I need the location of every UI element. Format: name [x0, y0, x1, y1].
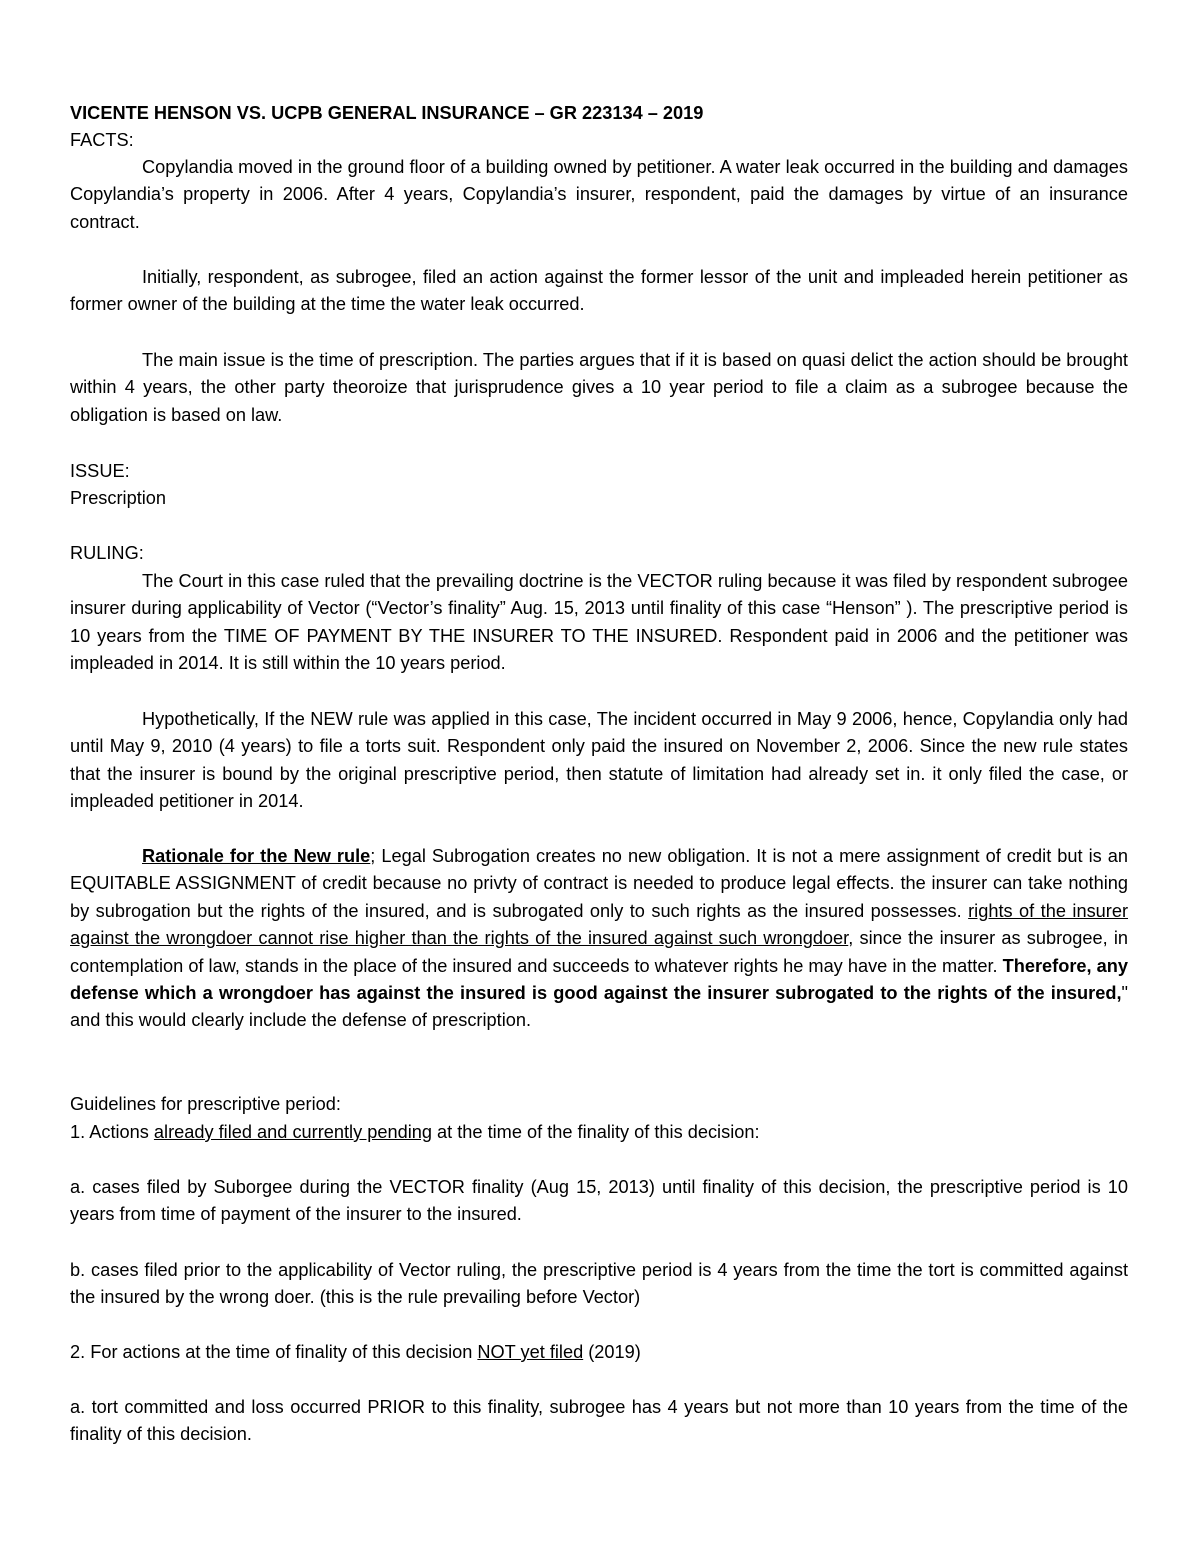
facts-paragraph-1: Copylandia moved in the ground floor of a building owned by petitioner. A water leak occurred in the building and damages Copylandia’s property in 2006. After 4 years, Copylandia’s insurer, respondent, paid the damages by virtue of an insurance contract. — [70, 157, 1128, 232]
guideline-item-1a: a. cases filed by Suborgee during the VECTOR finality (Aug 15, 2013) until finality of this decision, the prescriptive period is 10 years from time of payment of the insurer to the insured. — [70, 1177, 1128, 1225]
guideline-item-2a: a. tort committed and loss occurred PRIOR to this finality, subrogee has 4 years but not more than 10 years from the time of the finality of this decision. — [70, 1397, 1128, 1445]
ruling-heading: RULING: — [70, 543, 144, 563]
rationale-text-2: , since the insurer as subrogee, in contemplation of law, stands in the place of the insured and succeeds to whatever rights he may have in the matter. — [70, 928, 1129, 976]
issue-text: Prescription — [70, 488, 167, 508]
facts-paragraph-2: Initially, respondent, as subrogee, filed an action against the former lessor of the unit and impleaded herein petitioner as former owner of the building at the time the water leak occurred. — [70, 267, 1128, 315]
guideline-item-1b: b. cases filed prior to the applicability of Vector ruling, the prescriptive period is 4 years from the time the tort is committed against the insured by the wrong doer. (this is the rule prevailing before Vector) — [70, 1260, 1128, 1308]
facts-paragraph-3: The main issue is the time of prescription. The parties argues that if it is based on quasi delict the action should be brought within 4 years, the other party theoroize that jurisprudence gives a 10 year period to file a claim as a subrogee because the obligation is based on law. — [70, 350, 1128, 425]
guideline-item-1 — [70, 1119, 1128, 1146]
guidelines-heading: Guidelines for prescriptive period: — [70, 1094, 341, 1114]
issue-heading: ISSUE: — [70, 461, 130, 481]
rationale-text-3: " and this would clearly include the defense of prescription. — [70, 983, 1128, 1031]
case-title: VICENTE HENSON VS. UCPB GENERAL INSURANCE – GR 223134 – 2019 — [70, 103, 704, 123]
ruling-paragraph-1: The Court in this case ruled that the prevailing doctrine is the VECTOR ruling because it was filed by respondent subrogee insurer during applicability of Vector (“Vector’s finality” Aug. 15, 2013 until finality of this case “Henson” ). The prescriptive period is 10 years from the TIME OF PAYMENT BY THE INSURER TO THE INSURED. Respondent paid in 2006 and the petitioner was impleaded in 2014. It is still within the 10 years period. — [70, 571, 1128, 674]
guideline-item-2-post: (2019) — [583, 1342, 641, 1362]
ruling-paragraph-2: Hypothetically, If the NEW rule was applied in this case, The incident occurred in May 9 2006, hence, Copylandia only had until May 9, 2010 (4 years) to file a torts suit. Respondent only paid the insured on November 2, 2006. Since the new rule states that the insurer is bound by the original prescriptive period, then statute of limitation had already set in. it only filed the case, or impleaded petitioner in 2014. — [70, 709, 1128, 812]
guideline-item-1-post: at the time of the finality of this decision: — [431, 1122, 760, 1142]
guideline-item-1-pre: 1. Actions — [70, 1122, 154, 1142]
rationale-text-1: ; Legal Subrogation creates no new obligation. It is not a mere assignment of credit but is an EQUITABLE ASSIGNMENT of credit because no privty of contract is needed to produce legal effects. the insurer can take nothing by subrogation but the rights of the insured, and is subrogated only to such rights as the insured possesses. — [70, 846, 1128, 921]
guideline-item-2 — [70, 1339, 1128, 1366]
rationale-paragraph — [70, 843, 1128, 1035]
rationale-bold-text: Therefore, any defense which a wrongdoer has against the insured is good against the insurer subrogated to the rights of the insured, — [70, 955, 1128, 1004]
facts-heading: FACTS: — [70, 130, 134, 150]
guideline-item-2-underlined: NOT yet filed — [477, 1342, 584, 1362]
rationale-label: Rationale for the New rule — [142, 846, 371, 866]
guideline-item-2-pre: 2. For actions at the time of finality of this decision — [70, 1342, 478, 1362]
guideline-item-1-underlined: already filed and currently pending — [153, 1122, 432, 1142]
rationale-underlined-text: rights of the insurer against the wrongdoer cannot rise higher than the rights of the insured against such wrongdoer — [70, 900, 1129, 949]
